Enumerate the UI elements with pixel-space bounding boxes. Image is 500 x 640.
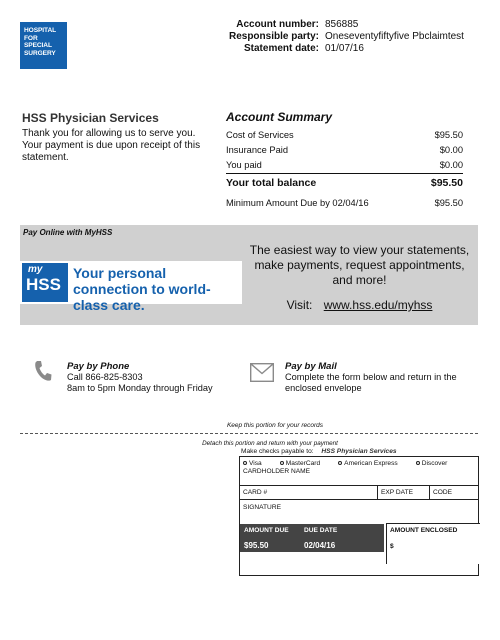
summary-line-value: $0.00 [439,159,463,170]
responsible-party: Oneseventyfiftyfive Pbclaimtest [325,31,464,42]
cardholder-name-field[interactable]: CARDHOLDER NAME [243,468,311,475]
logo-line: SURGERY [24,50,56,58]
payable-to-name: HSS Physician Services [321,448,397,455]
responsible-party-label: Responsible party: [228,31,319,42]
summary-line-label: You paid [226,159,262,170]
payable-to [241,448,397,455]
minimum-due-row [226,195,463,210]
card-option-visa[interactable] [243,460,271,467]
summary-line-label: Cost of Services [226,129,294,140]
card-option-discover[interactable] [416,460,457,467]
card-details-row [240,485,478,500]
card-option-label: Discover [421,460,448,467]
total-balance-row [226,173,463,192]
thank-you-text: Thank you for allowing us to serve you. Your payment is due upon receipt of this statement. [22,128,201,163]
detach-notice: Detach this portion and return with your payment [202,440,338,447]
due-date-label: DUE DATE [304,527,338,534]
summary-line-value: $95.50 [434,129,463,140]
dollar-sign: $ [390,543,394,550]
summary-line-value: $0.00 [439,144,463,155]
amount-enclosed-field[interactable] [386,523,480,564]
pay-by-mail [285,361,470,394]
hss-logo [20,22,67,69]
statement-date-label: Statement date: [243,43,319,54]
card-option-mastercard[interactable] [280,460,329,467]
payable-to-label: Make checks payable to: [241,448,314,455]
field-divider [429,486,430,499]
practice-title: HSS Physician Services [22,111,159,125]
card-option-label: MasterCard [285,460,321,467]
card-option-amex[interactable] [338,460,407,467]
radio-icon[interactable] [338,461,342,465]
account-number: 856885 [325,19,359,30]
summary-title: Account Summary [226,110,333,124]
radio-icon[interactable] [416,461,420,465]
pay-online-banner [20,225,478,325]
statement-date-row [225,43,464,55]
account-number-row [225,19,464,31]
keep-notice: Keep this portion for your records [226,422,324,429]
envelope-icon [250,363,274,382]
phone-icon [34,360,52,382]
field-divider [377,486,378,499]
responsible-party-row [225,31,464,43]
mail-instructions: Complete the form below and return in the enclosed envelope [285,372,457,393]
summary-line-label: Insurance Paid [226,144,289,155]
visit-label: Visit: [286,298,313,312]
summary-line [226,157,463,172]
card-option-label: Visa [249,460,262,467]
due-date: 02/04/16 [304,541,336,550]
pay-by-mail-title: Pay by Mail [285,361,337,372]
minimum-due-label: Minimum Amount Due by 02/04/16 [226,197,369,208]
myhss-logo-my: my [28,264,43,275]
logo-line: FOR [24,34,38,42]
myhss-url-link[interactable]: www.hss.edu/myhss [323,298,433,312]
detach-line [20,433,478,434]
logo-line: HOSPITAL [24,27,57,34]
radio-icon[interactable] [280,461,284,465]
total-balance: $95.50 [430,177,463,189]
myhss-tagline: Your personal connection to world-class care. [73,265,211,313]
visit-line [246,298,473,312]
myhss-pitch: The easiest way to view your statements, make payments, request appointments, and more! [249,243,470,287]
code-field[interactable]: CODE [433,489,453,496]
card-type-options [243,460,465,467]
logo-line: SPECIAL [24,42,52,50]
exp-date-field[interactable]: EXP DATE [381,489,414,496]
summary-line [226,127,463,142]
phone-number-line: Call 866-825-8303 [67,372,143,382]
amount-due-block [240,524,384,552]
account-info [225,19,464,55]
amount-due-label: AMOUNT DUE [244,527,289,534]
signature-field[interactable]: SIGNATURE [243,504,281,511]
total-balance-label: Your total balance [226,177,317,189]
summary-line [226,142,463,157]
amount-due: $95.50 [244,541,269,550]
radio-icon[interactable] [243,461,247,465]
pay-online-heading: Pay Online with MyHSS [23,228,113,237]
pay-by-phone [67,361,213,394]
pay-by-phone-title: Pay by Phone [67,361,130,372]
account-summary [226,110,463,210]
phone-hours-line: 8am to 5pm Monday through Friday [67,383,213,393]
payment-stub-form [239,456,479,576]
statement-date: 01/07/16 [325,43,364,54]
card-number-field[interactable]: CARD # [243,489,268,496]
myhss-logo [22,263,68,302]
myhss-logo-hss: HSS [26,275,61,294]
myhss-promo [20,261,242,313]
minimum-due-value: $95.50 [434,197,463,208]
amount-enclosed-label: AMOUNT ENCLOSED [390,527,458,534]
card-option-label: American Express [344,460,398,467]
account-number-label: Account number: [236,19,319,30]
